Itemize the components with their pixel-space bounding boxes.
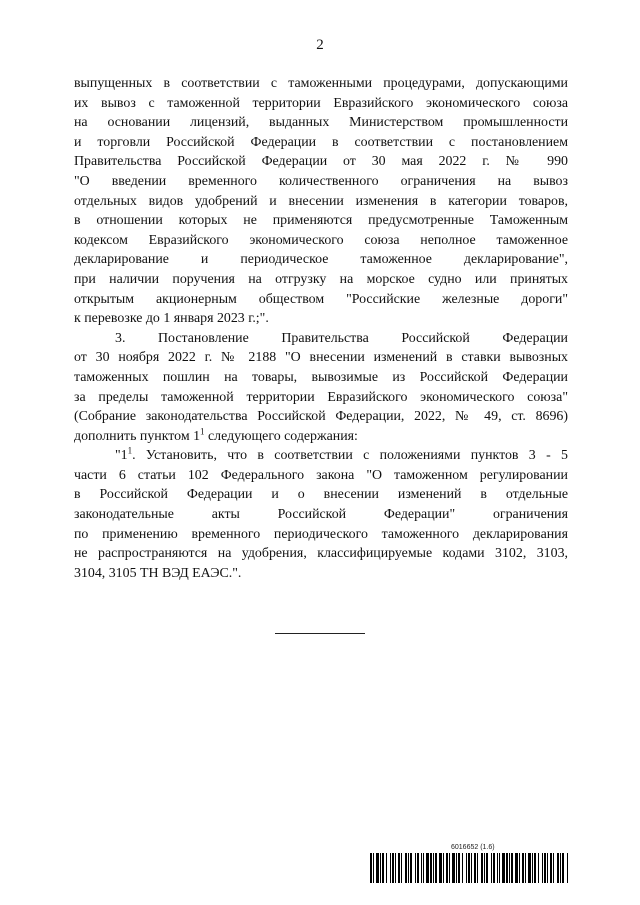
barcode-bar [458, 853, 460, 883]
barcode-bar [562, 853, 564, 883]
barcode-bar [398, 853, 400, 883]
barcode-bar [433, 853, 434, 883]
text-line: и торговли Российской Федерации в соответствии с постановлением [74, 134, 568, 150]
barcode [370, 853, 568, 883]
document-body [74, 74, 568, 583]
barcode-bar [481, 853, 483, 883]
text-line: 3104, 3105 ТН ВЭД ЕАЭС.". [74, 565, 242, 581]
text-line: их вывоз с таможенной территории Евразийского экономического союза [74, 95, 568, 111]
text-run: . Установить, что в соответствии с положениями пунктов 3 - 5 [132, 448, 568, 464]
text-line: выпущенных в соответствии с таможенными процедурами, допускающими [74, 76, 568, 91]
barcode-bar [511, 853, 513, 883]
quoted-paragraph [74, 446, 568, 583]
text-line: на основании лицензий, выданных Министерством промышленности [74, 115, 568, 131]
barcode-bar [386, 853, 387, 883]
barcode-bar [493, 853, 495, 883]
barcode-bar [430, 853, 432, 883]
page-number: 2 [316, 37, 324, 53]
barcode-bar [547, 853, 548, 883]
superscript: 1 [127, 445, 133, 456]
barcode-bar [528, 853, 531, 883]
superscript: 1 [200, 426, 205, 437]
text-line: при наличии поручения на отгрузку на морское судно или принятых [74, 271, 568, 287]
text-run: "1 [115, 448, 128, 464]
barcode-bar [376, 853, 379, 883]
barcode-label: 6016652 (1.6) [451, 844, 495, 851]
barcode-bar [439, 853, 442, 883]
barcode-bar [468, 853, 470, 883]
barcode-bar [497, 853, 498, 883]
barcode-bar [509, 853, 510, 883]
barcode-bar [415, 853, 416, 883]
text-line: к перевозке до 1 января 2023 г.;". [74, 311, 269, 327]
paragraph-3 [74, 329, 568, 447]
barcode-bar [538, 853, 539, 883]
barcode-bar [392, 853, 394, 883]
barcode-bar [477, 853, 478, 883]
barcode-bar [499, 853, 500, 883]
text-line: в Российской Федерации и о внесении изменений в отдельные [74, 487, 568, 503]
barcode-bar [421, 853, 422, 883]
text-line: (Собрание законодательства Российской Федерации, 2022, № 49, ст. 8696) [74, 409, 568, 425]
barcode-bar [443, 853, 444, 883]
barcode-bar [405, 853, 407, 883]
text-line [74, 446, 568, 466]
barcode-bar [390, 853, 391, 883]
text-line: части 6 статьи 102 Федерального закона "О таможенном регулировании [74, 467, 568, 483]
barcode-bar [380, 853, 381, 883]
text-line [74, 427, 568, 447]
text-line: отдельных видов удобрений и внесении изменения в категории товаров, [74, 193, 568, 209]
text-line: открытым акционерным обществом "Российские железные дороги" [74, 291, 568, 307]
text-line: в отношении которых не применяются предусмотренные Таможенным [74, 213, 568, 229]
text-line: от 30 ноября 2022 г. № 2188 "О внесении изменений в ставки вывозных [74, 350, 568, 366]
barcode-bar [534, 853, 536, 883]
text-line: таможенных пошлин на товары, вывозимые из Российской Федерации [74, 369, 568, 385]
text-run: следующего содержания: [204, 428, 358, 444]
barcode-bar [423, 853, 424, 883]
barcode-bar [410, 853, 412, 883]
barcode-bar [506, 853, 508, 883]
text-line: по применению временного периодического таможенного декларирования [74, 526, 568, 542]
barcode-bar [401, 853, 402, 883]
barcode-bar [522, 853, 524, 883]
barcode-bar [515, 853, 518, 883]
barcode-bar [373, 853, 374, 883]
text-line: не распространяются на удобрения, классифицируемые кодами 3102, 3103, [74, 546, 568, 562]
barcode-bar [486, 853, 488, 883]
barcode-bar [449, 853, 450, 883]
barcode-bar [408, 853, 409, 883]
text-line: кодексом Евразийского экономического союза неполное таможенное [74, 232, 568, 248]
barcode-bar [567, 853, 568, 883]
separator-line [275, 633, 365, 634]
text-line: законодательные акты Российской Федерации" ограничения [74, 507, 568, 523]
barcode-bar [519, 853, 520, 883]
text-line: Правительства Российской Федерации от 30 мая 2022 г. № 990 [74, 154, 568, 170]
barcode-bar [502, 853, 505, 883]
barcode-bar [456, 853, 457, 883]
text-line: за пределы таможенной территории Евразийского экономического союза" [74, 389, 568, 405]
barcode-bar [426, 853, 429, 883]
barcode-bar [491, 853, 492, 883]
barcode-bar [370, 853, 372, 883]
barcode-bar [553, 853, 554, 883]
barcode-bar [542, 853, 543, 883]
barcode-bar [417, 853, 419, 883]
text-line: декларирование и периодическое таможенное декларирование", [74, 252, 568, 268]
paragraph-continued [74, 74, 568, 329]
barcode-bar [395, 853, 396, 883]
barcode-bar [550, 853, 552, 883]
barcode-bar [532, 853, 533, 883]
barcode-bar [382, 853, 384, 883]
barcode-bar [446, 853, 448, 883]
text-run: дополнить пунктом 1 [74, 428, 201, 444]
barcode-bar [474, 853, 476, 883]
text-line: "О введении временного количественного ограничения на вывоз [74, 173, 568, 189]
barcode-bar [462, 853, 463, 883]
text-line: 3. Постановление Правительства Российской Федерации [115, 330, 568, 346]
barcode-bar [471, 853, 472, 883]
barcode-bar [560, 853, 561, 883]
barcode-bar [525, 853, 526, 883]
barcode-bar [466, 853, 467, 883]
barcode-bar [435, 853, 437, 883]
barcode-bar [544, 853, 546, 883]
barcode-bar [557, 853, 559, 883]
barcode-bar [484, 853, 485, 883]
barcode-bar [452, 853, 455, 883]
